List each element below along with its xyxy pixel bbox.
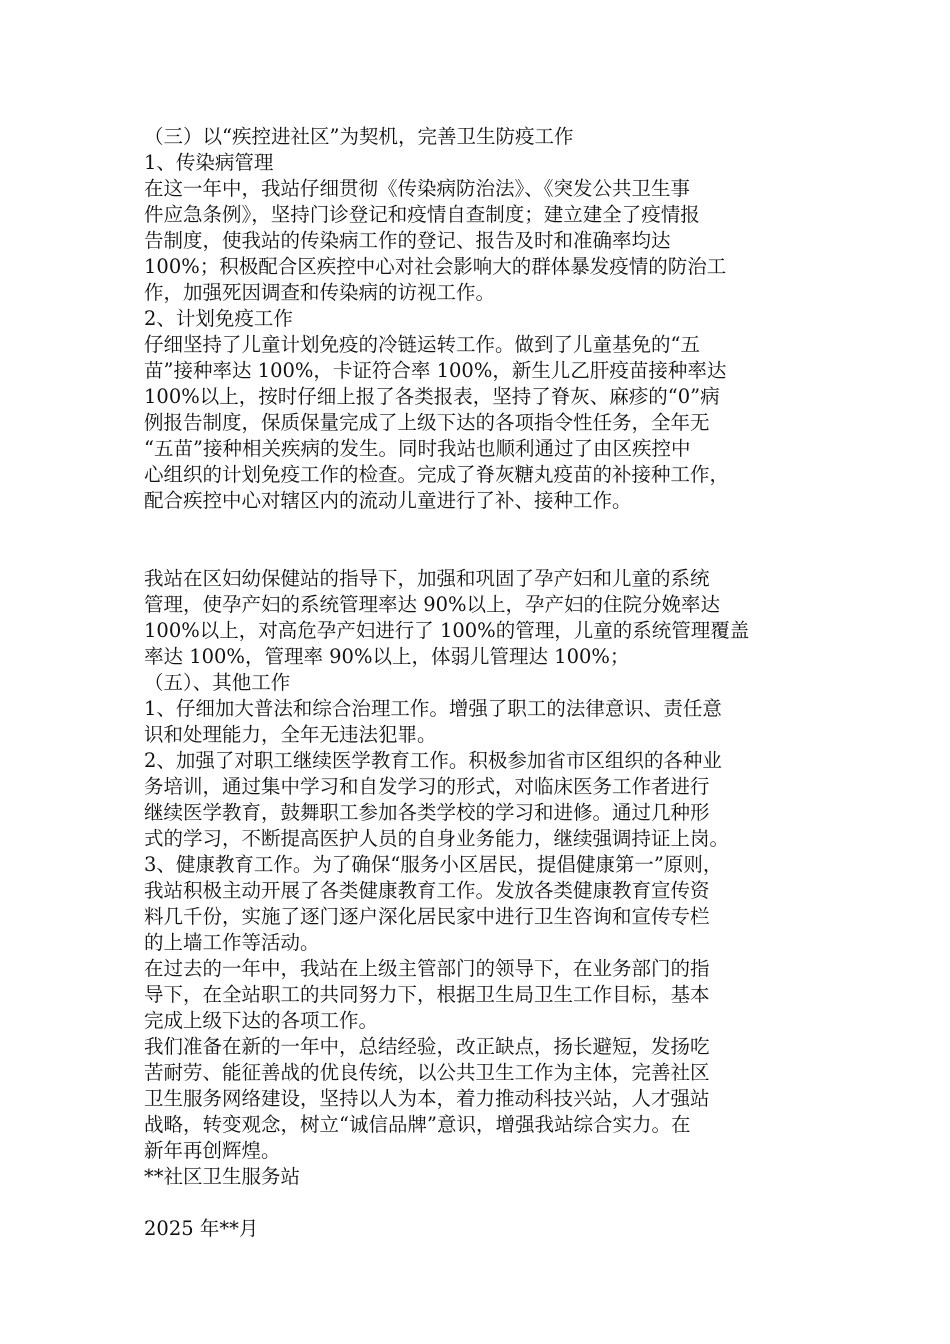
paragraph-line: 我们准备在新的一年中，总结经验，改正缺点，扬长避短，发扬吃 bbox=[144, 1035, 710, 1058]
paragraph-line: 2、加强了对职工继续医学教育工作。积极参加省市区组织的各种业 bbox=[144, 749, 722, 772]
paragraph-line: 1、仔细加大普法和综合治理工作。增强了职工的法律意识、责任意 bbox=[144, 697, 722, 720]
paragraph-line: 料几千份，实施了逐门逐户深化居民家中进行卫生咨询和宣传专栏 bbox=[144, 905, 710, 928]
paragraph-line: 卫生服务网络建设，坚持以人为本，着力推动科技兴站，人才强站 bbox=[144, 1087, 710, 1110]
paragraph-line: 100%；积极配合区疾控中心对社会影响大的群体暴发疫情的防治工 bbox=[144, 255, 727, 278]
paragraph-line: 心组织的计划免疫工作的检查。完成了脊灰糖丸疫苗的补接种工作， bbox=[144, 463, 730, 486]
paragraph-line: 配合疾控中心对辖区内的流动儿童进行了补、接种工作。 bbox=[144, 489, 632, 512]
paragraph-line: 在这一年中，我站仔细贯彻《传染病防治法》、《突发公共卫生事 bbox=[144, 177, 691, 200]
signature-date: 2025 年**月 bbox=[144, 1217, 259, 1240]
paragraph-line: 100%以上，按时仔细上报了各类报表，坚持了脊灰、麻疹的“0”病 bbox=[144, 385, 720, 408]
paragraph-line: 导下，在全站职工的共同努力下，根据卫生局卫生工作目标，基本 bbox=[144, 983, 710, 1006]
paragraph-line: 仔细坚持了儿童计划免疫的冷链运转工作。做到了儿童基免的“五 bbox=[144, 333, 700, 356]
section-heading: （三）以“疾控进社区”为契机，完善卫生防疫工作 bbox=[144, 125, 574, 148]
paragraph-line: 苗”接种率达 100%，卡证符合率 100%，新生儿乙肝疫苗接种率达 bbox=[144, 359, 727, 382]
paragraph-line: 100%以上，对高危孕产妇进行了 100%的管理，儿童的系统管理覆盖 bbox=[144, 619, 750, 642]
subsection-heading: 1、传染病管理 bbox=[144, 151, 274, 174]
paragraph-line: 式的学习，不断提高医护人员的自身业务能力，继续强调持证上岗。 bbox=[144, 827, 730, 850]
paragraph-line: 战略，转变观念，树立“诚信品牌”意识，增强我站综合实力。在 bbox=[144, 1113, 691, 1136]
section-date bbox=[144, 1216, 816, 1242]
paragraph-line: 我站在区妇幼保健站的指导下，加强和巩固了孕产妇和儿童的系统 bbox=[144, 567, 710, 590]
section-disease-control bbox=[144, 124, 816, 514]
document-body bbox=[144, 124, 816, 1242]
paragraph-line: 继续医学教育，鼓舞职工参加各类学校的学习和进修。通过几种形 bbox=[144, 801, 710, 824]
paragraph-line: 苦耐劳、能征善战的优良传统，以公共卫生工作为主体，完善社区 bbox=[144, 1061, 710, 1084]
paragraph-line: 告制度，使我站的传染病工作的登记、报告及时和准确率均达 bbox=[144, 229, 671, 252]
paragraph-line: 例报告制度，保质保量完成了上级下达的各项指令性任务，全年无 bbox=[144, 411, 710, 434]
paragraph-line: 完成上级下达的各项工作。 bbox=[144, 1009, 379, 1032]
section-maternal-child-and-other bbox=[144, 566, 816, 1190]
paragraph-line: 件应急条例》，坚持门诊登记和疫情自查制度；建立建全了疫情报 bbox=[144, 203, 700, 226]
paragraph-line: 率达 100%，管理率 90%以上，体弱儿管理达 100%； bbox=[144, 645, 630, 668]
paragraph-line: 我站积极主动开展了各类健康教育工作。发放各类健康教育宣传资 bbox=[144, 879, 710, 902]
subsection-heading: 2、计划免疫工作 bbox=[144, 307, 293, 330]
paragraph-line: 新年再创辉煌。 bbox=[144, 1139, 281, 1162]
paragraph-line: 的上墙工作等活动。 bbox=[144, 931, 320, 954]
blank-space bbox=[144, 1190, 816, 1216]
paragraph-line: 作，加强死因调查和传染病的访视工作。 bbox=[144, 281, 496, 304]
paragraph-line: 识和处理能力，全年无违法犯罪。 bbox=[144, 723, 437, 746]
paragraph-line: 管理，使孕产妇的系统管理率达 90%以上，孕产妇的住院分娩率达 bbox=[144, 593, 721, 616]
paragraph-line: “五苗”接种相关疾病的发生。同时我站也顺利通过了由区疾控中 bbox=[144, 437, 691, 460]
paragraph-line: 在过去的一年中，我站在上级主管部门的领导下，在业务部门的指 bbox=[144, 957, 710, 980]
signature-organization: **社区卫生服务站 bbox=[144, 1165, 301, 1188]
blank-space bbox=[144, 514, 816, 566]
section-heading: （五）、其他工作 bbox=[144, 671, 291, 694]
paragraph-line: 3、健康教育工作。为了确保“服务小区居民，提倡健康第一”原则， bbox=[144, 853, 723, 876]
paragraph-line: 务培训，通过集中学习和自发学习的形式，对临床医务工作者进行 bbox=[144, 775, 710, 798]
